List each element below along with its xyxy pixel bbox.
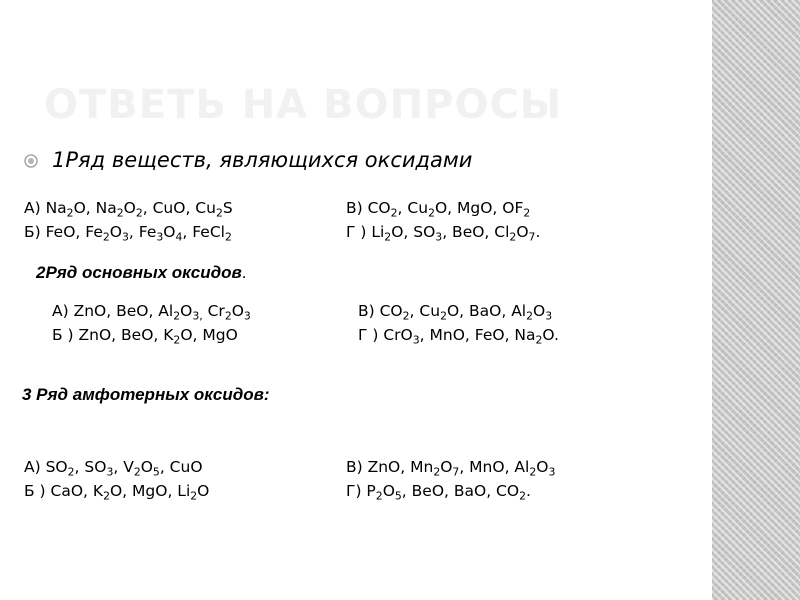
bullet-circle-icon [24,154,38,168]
question-2-option-b: Б ) ZnO, BeO, $K_2O$, MgO [52,326,238,347]
question-2-label-text: 2Ряд основных оксидов [36,263,242,282]
question-3-option-v: В) ZnO, $Mn_2O_7$, MnO, $Al_2O_3$ [346,458,556,479]
question-1-option-b: Б) FeO, $Fe_2O_3$, $Fe_3O_4$, FeCl$_2$ [24,223,232,244]
question-1-option-v: В) $CO_2$, $Cu_2O$, MgO, $OF_2$ [346,199,531,220]
question-3-label: 3 Ряд амфотерных оксидов: [22,385,270,404]
question-2-label-tail: . [241,263,247,282]
question-2-label [36,263,247,283]
question-1-option-g: Г ) $Li_2O$, $SO_3$, BeO, $Cl_2O_7$. [346,223,541,244]
question-2-option-a: А) ZnO, BeO, $Al_2O_{3,}$ $Cr_2O_3$ [52,302,251,323]
question-3-option-b: Б ) CaO, $K_2O$, MgO, $Li_2O$ [24,482,210,503]
decorative-side-band [712,0,800,600]
question-1-label: 1Ряд веществ, являющихся оксидами [52,148,473,172]
question-1-option-a: А) $Na_2O$, $Na_2O_2$, CuO, $Cu_2S$ [24,199,233,220]
question-3-option-a: А) $SO_2$, $SO_3$, $V_2O_5$, CuO [24,458,203,479]
question-3-option-g: Г) $P_2O_5$, BeO, BaO, $CO_2$. [346,482,531,503]
slide-title: ОТВЕТЬ НА ВОПРОСЫ [44,82,563,128]
question-2-option-v: В) $CO_2$, $Cu_2O$, BaO, $Al_2O_3$ [358,302,553,323]
question-2-option-g: Г ) CrO$_3$, MnO, FeO, $Na_2O$. [358,326,559,347]
